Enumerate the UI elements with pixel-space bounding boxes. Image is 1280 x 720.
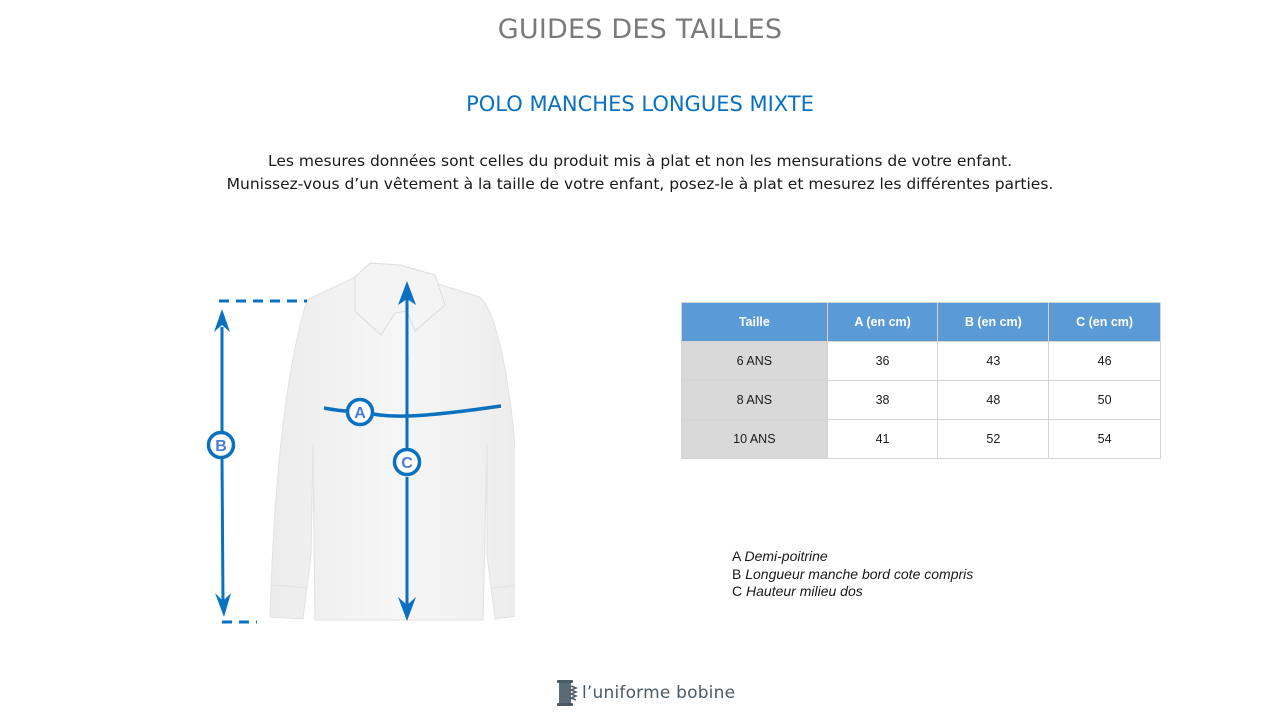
brand-name: l’uniforme bobine xyxy=(582,683,736,703)
header-size: Taille xyxy=(682,303,828,342)
legend-description: Hauteur milieu dos xyxy=(746,583,863,599)
table-header-row xyxy=(682,303,1161,342)
cell-a: 41 xyxy=(827,420,938,459)
shirt-shape xyxy=(270,263,515,620)
measurement-diagram xyxy=(195,255,515,635)
legend-item-b xyxy=(732,566,973,584)
legend-description: Longueur manche bord cote compris xyxy=(745,565,974,582)
measurement-legend xyxy=(732,548,973,601)
svg-text:B: B xyxy=(215,438,227,455)
product-title: POLO MANCHES LONGUES MIXTE xyxy=(466,92,814,116)
svg-text:C: C xyxy=(401,455,413,472)
instructions-line-1: Les mesures données sont celles du produit mis à plat et non les mensurations de votre enfant. xyxy=(267,152,1013,170)
spool-icon xyxy=(556,678,578,708)
cell-c: 54 xyxy=(1049,420,1161,459)
polo-shirt-illustration xyxy=(195,255,515,635)
legend-description: Demi-poitrine xyxy=(744,548,828,564)
size-table xyxy=(681,302,1161,459)
cell-c: 50 xyxy=(1049,381,1161,420)
page-title: GUIDES DES TAILLES xyxy=(497,14,783,45)
legend-item-a xyxy=(732,548,973,566)
legend-letter: C xyxy=(732,583,743,599)
brand-logo xyxy=(556,677,735,709)
legend-letter: A xyxy=(732,548,741,564)
legend-letter: B xyxy=(732,565,742,582)
svg-text:A: A xyxy=(354,405,366,422)
cell-b: 52 xyxy=(938,420,1049,459)
cell-a: 38 xyxy=(827,381,938,420)
table-row xyxy=(682,381,1161,420)
table-row xyxy=(682,342,1161,381)
cell-size: 8 ANS xyxy=(682,381,828,420)
cell-size: 6 ANS xyxy=(682,342,828,381)
cell-b: 43 xyxy=(938,342,1049,381)
instructions xyxy=(0,150,1280,196)
cell-size: 10 ANS xyxy=(682,420,828,459)
header-c: C (en cm) xyxy=(1049,303,1161,342)
instructions-line-2: Munissez-vous d’un vêtement à la taille de votre enfant, posez-le à plat et mesurez les différentes parties. xyxy=(226,175,1054,193)
legend-item-c xyxy=(732,583,973,601)
cell-a: 36 xyxy=(827,342,938,381)
cell-b: 48 xyxy=(938,381,1049,420)
header-a: A (en cm) xyxy=(827,303,938,342)
table-row xyxy=(682,420,1161,459)
cell-c: 46 xyxy=(1049,342,1161,381)
header-b: B (en cm) xyxy=(938,303,1049,342)
